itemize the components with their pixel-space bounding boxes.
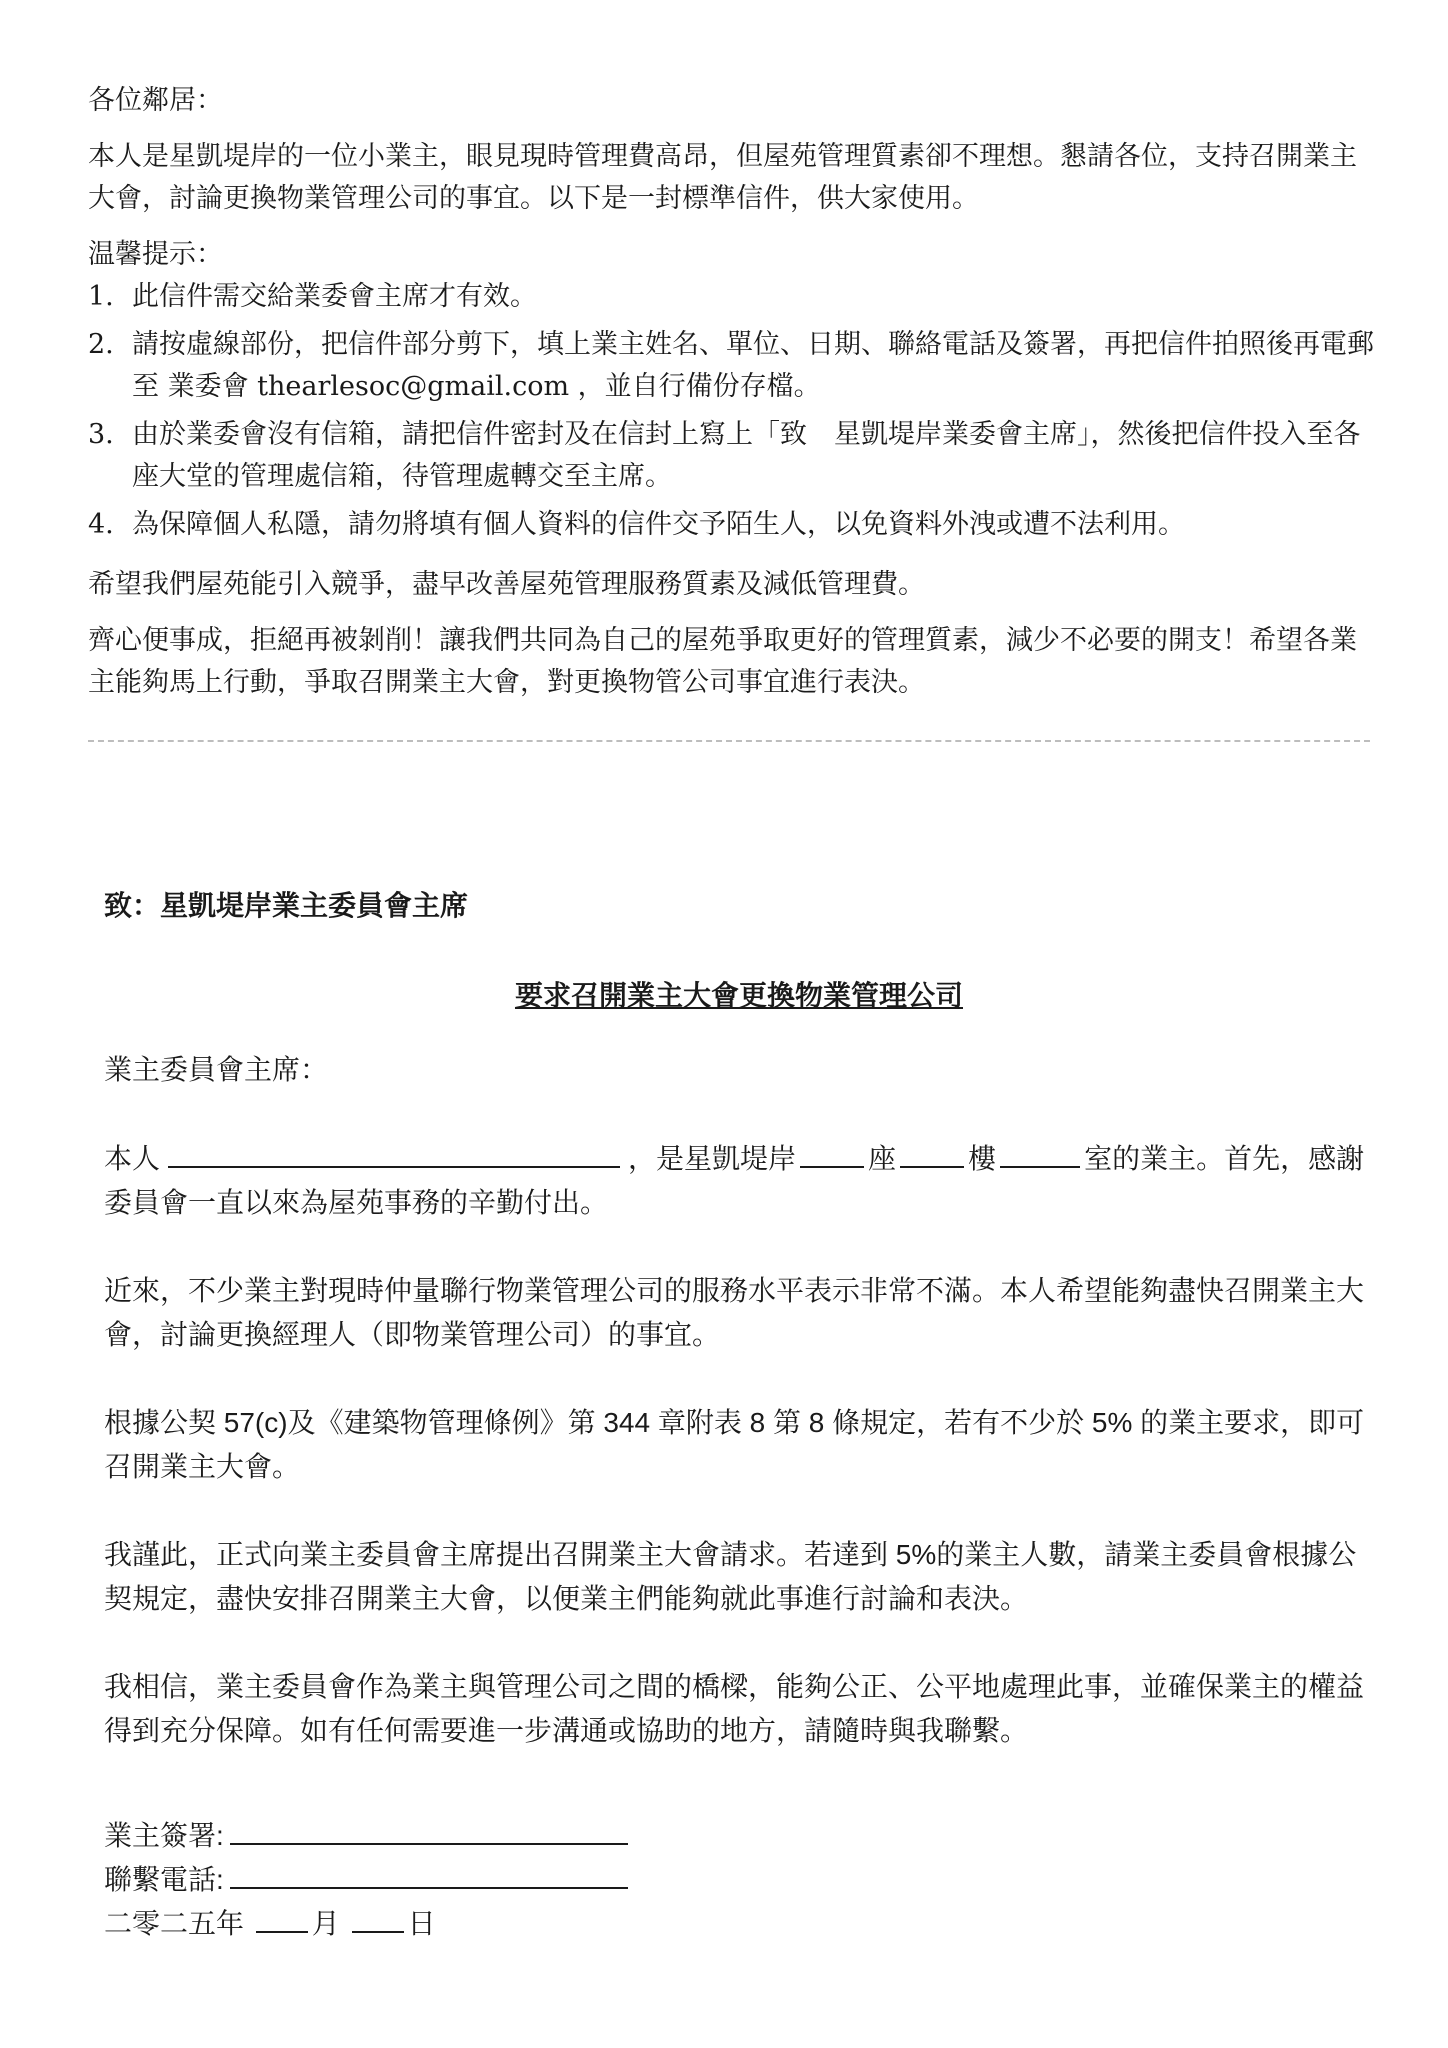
block-blank[interactable] <box>800 1136 864 1168</box>
tip-number: 3. <box>88 419 114 450</box>
dashed-cut-line <box>88 740 1370 742</box>
letter-subject: 要求召開業主大會更換物業管理公司 <box>514 980 963 1011</box>
tip-number: 1. <box>88 281 114 312</box>
tip-number: 4. <box>88 509 114 540</box>
owner-name-blank[interactable] <box>168 1136 620 1168</box>
letter-section <box>104 884 1374 1945</box>
owner-prefix: 本人 <box>104 1143 161 1174</box>
tip-text: 為保障個人私隱，請勿將填有個人資料的信件交予陌生人，以免資料外洩或遭不法利用。 <box>132 509 1185 540</box>
trust-paragraph: 我相信，業主委員會作為業主與管理公司之間的橋樑，能夠公正、公平地處理此事，並確保業主的權益得到充分保障。如有任何需要進一步溝通或協助的地方，請隨時與我聯繫。 <box>104 1671 1365 1746</box>
estate-text: ，是星凱堤岸 <box>628 1143 797 1174</box>
legal-basis-paragraph: 根據公契 57(c)及《建築物管理條例》第 344 章附表 8 第 8 條規定，若有不少於 5% 的業主要求，即可召開業主大會。 <box>104 1407 1365 1482</box>
owner-info-paragraph <box>104 1136 1374 1225</box>
phone-blank[interactable] <box>230 1857 628 1889</box>
tip-number: 2. <box>88 329 114 360</box>
phone-row <box>104 1857 1374 1901</box>
hope-paragraph: 希望我們屋苑能引入競爭，盡早改善屋苑管理服務質素及減低管理費。 <box>88 569 925 600</box>
flat-blank[interactable] <box>1000 1136 1080 1168</box>
signature-block <box>104 1813 1374 1945</box>
notice-section <box>88 80 1378 704</box>
call-to-action-paragraph: 齊心便事成，拒絕再被剝削！讓我們共同為自己的屋苑爭取更好的管理質素，減少不必要的開支！希望各業主能夠馬上行動，爭取召開業主大會，對更換物管公司事宜進行表決。 <box>88 625 1357 698</box>
tip-text: 請按虛線部份，把信件部分剪下，填上業主姓名、單位、日期、聯絡電話及簽署，再把信件拍照後再電郵至 業委會 thearlesoc@gmail.com ，並自行備份存檔。 <box>132 329 1374 402</box>
tip-text: 由於業委會沒有信箱，請把信件密封及在信封上寫上「致 星凱堤岸業委會主席」，然後把信件投入至各座大堂的管理處信箱，待管理處轉交至主席。 <box>132 419 1361 492</box>
signature-label: 業主簽署: <box>104 1820 224 1851</box>
tip-item <box>88 504 1378 546</box>
tip-item <box>88 414 1378 498</box>
request-paragraph: 我謹此，正式向業主委員會主席提出召開業主大會請求。若達到 5%的業主人數，請業主委員會根據公契規定，盡快安排召開業主大會，以便業主們能夠就此事進行討論和表決。 <box>104 1539 1357 1614</box>
tip-text: 此信件需交給業委會主席才有效。 <box>132 281 537 312</box>
tips-title: 温馨提示： <box>88 239 223 270</box>
date-day-label: 日 <box>407 1908 436 1939</box>
tip-item <box>88 276 1378 318</box>
greeting: 各位鄰居： <box>88 85 223 116</box>
phone-label: 聯繫電話: <box>104 1864 224 1895</box>
date-row <box>104 1901 1374 1945</box>
recipient-line: 致：星凱堤岸業主委員會主席 <box>104 890 469 921</box>
salutation: 業主委員會主席： <box>104 1054 329 1085</box>
tip-item <box>88 324 1378 408</box>
tips-list <box>88 276 1378 546</box>
signature-blank[interactable] <box>230 1813 628 1845</box>
complaint-paragraph: 近來，不少業主對現時仲量聯行物業管理公司的服務水平表示非常不滿。本人希望能夠盡快召開業主大會，討論更換經理人（即物業管理公司）的事宜。 <box>104 1275 1365 1350</box>
intro-paragraph: 本人是星凱堤岸的一位小業主，眼見現時管理費高昂，但屋苑管理質素卻不理想。懇請各位，支持召開業主大會，討論更換物業管理公司的事宜。以下是一封標準信件，供大家使用。 <box>88 141 1357 214</box>
date-year: 二零二五年 <box>104 1908 245 1939</box>
floor-label: 樓 <box>968 1143 997 1174</box>
block-label: 座 <box>868 1143 897 1174</box>
signature-row <box>104 1813 1374 1857</box>
date-month-label: 月 <box>311 1908 340 1939</box>
day-blank[interactable] <box>352 1901 404 1933</box>
floor-blank[interactable] <box>900 1136 964 1168</box>
month-blank[interactable] <box>256 1901 308 1933</box>
flat-and-thanks-text: 室的業主。首先，感謝委員會一直以來為屋苑事務的辛勤付出。 <box>104 1143 1365 1218</box>
